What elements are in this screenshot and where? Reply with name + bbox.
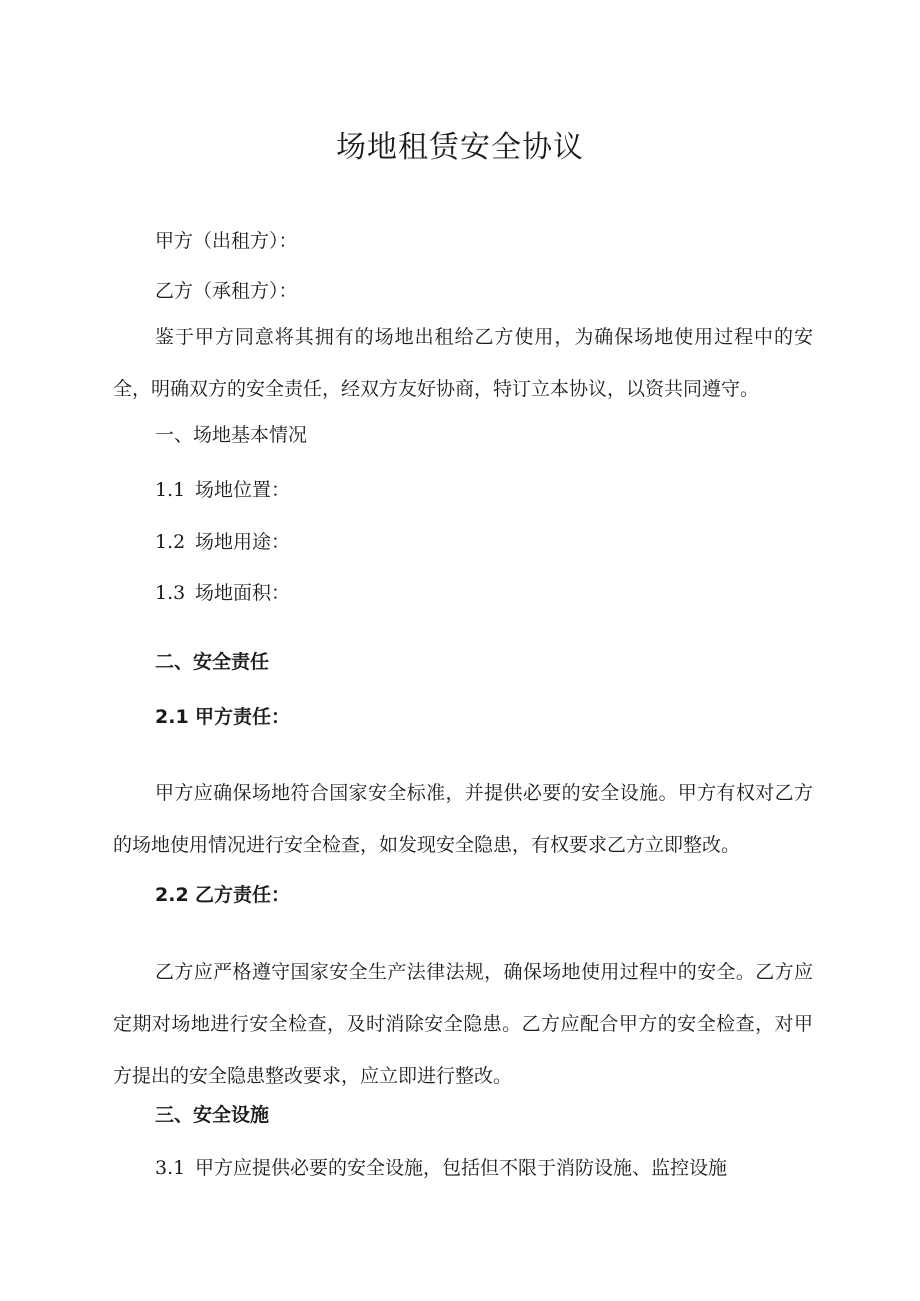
party-a-responsibility-paragraph: 甲方应确保场地符合国家安全标准，并提供必要的安全设施。甲方有权对乙方的场地使用情况进行安全检查，如发现安全隐患，有权要求乙方立即整改。 bbox=[113, 782, 813, 856]
item-text: 场地面积： bbox=[195, 582, 291, 604]
section1-heading: 一、场地基本情况 bbox=[155, 424, 308, 446]
subsection-2-2-heading bbox=[155, 882, 290, 908]
section3-heading: 三、安全设施 bbox=[155, 1104, 270, 1126]
item-number: 1.3 bbox=[155, 582, 186, 604]
party-a-line: 甲方（出租方）： bbox=[155, 230, 298, 252]
party-b-line: 乙方（承租方）： bbox=[155, 280, 298, 302]
party-b-responsibility-paragraph: 乙方应严格遵守国家安全生产法律法规，确保场地使用过程中的安全。乙方应定期对场地进行安全检查，及时消除安全隐患。乙方应配合甲方的安全检查，对甲方提出的安全隐患整改要求，应立即进行整改。 bbox=[113, 961, 813, 1087]
section1-item bbox=[155, 477, 290, 503]
subsection-number: 2.1 bbox=[155, 706, 189, 728]
section3-item bbox=[155, 1155, 727, 1181]
item-number: 3.1 bbox=[155, 1157, 186, 1179]
item-text: 场地用途： bbox=[195, 531, 291, 553]
section1-item bbox=[155, 529, 290, 555]
section1-item bbox=[155, 580, 290, 606]
item-number: 1.1 bbox=[155, 479, 186, 501]
document-title: 场地租赁安全协议 bbox=[336, 130, 584, 165]
item-number: 1.2 bbox=[155, 531, 186, 553]
item-text: 甲方应提供必要的安全设施，包括但不限于消防设施、监控设施 bbox=[195, 1157, 728, 1179]
subsection-2-1-heading bbox=[155, 704, 290, 730]
subsection-title: 乙方责任： bbox=[195, 884, 291, 906]
item-text: 场地位置： bbox=[195, 479, 291, 501]
subsection-title: 甲方责任： bbox=[195, 706, 291, 728]
preamble-paragraph: 鉴于甲方同意将其拥有的场地出租给乙方使用，为确保场地使用过程中的安全，明确双方的安全责任，经双方友好协商，特订立本协议，以资共同遵守。 bbox=[113, 326, 813, 400]
subsection-number: 2.2 bbox=[155, 884, 189, 906]
section2-heading: 二、安全责任 bbox=[155, 651, 270, 673]
